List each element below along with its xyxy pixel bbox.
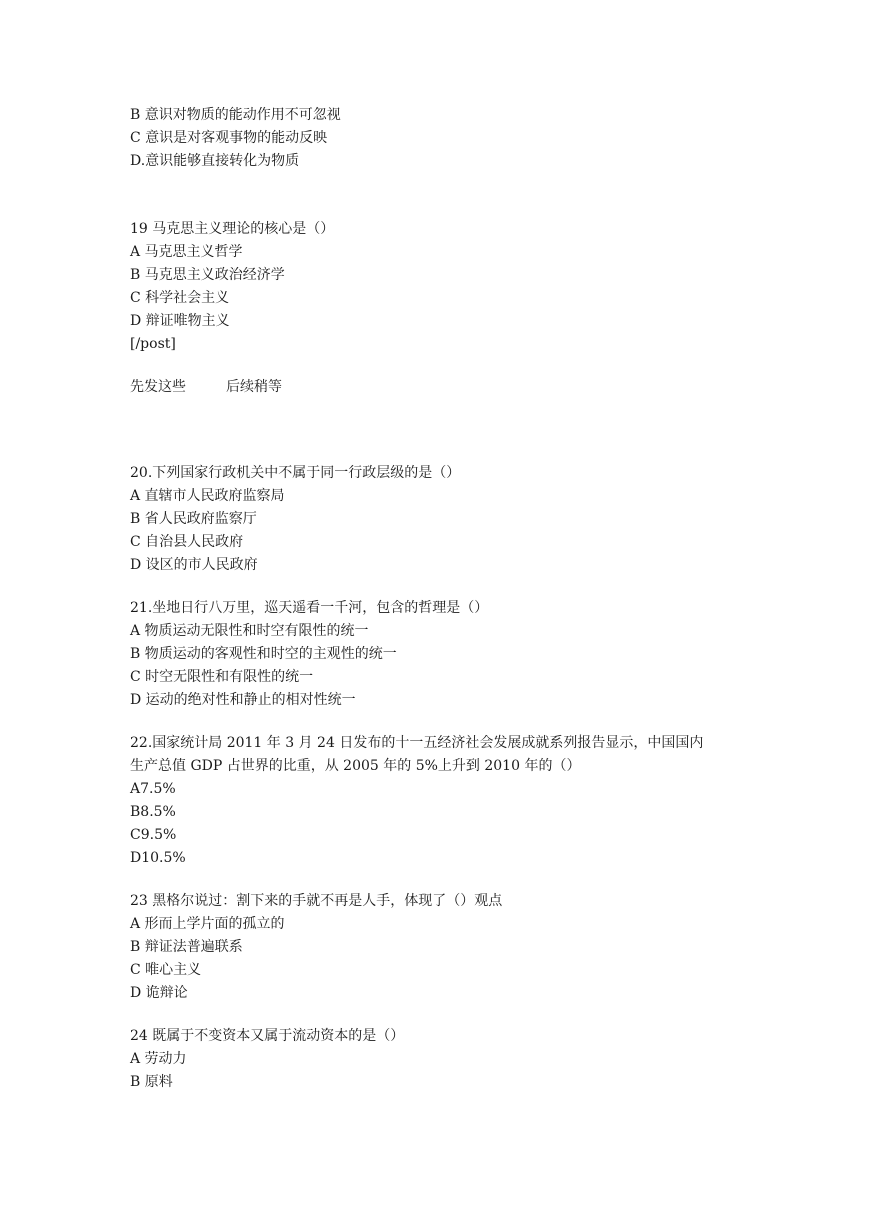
option-a: A 劳动力 [130, 1051, 187, 1067]
option-a: A 直辖市人民政府监察局 [130, 488, 285, 504]
question-text: 23 黑格尔说过：割下来的手就不再是人手，体现了（）观点 [130, 893, 503, 909]
option-c: C 自治县人民政府 [130, 534, 244, 550]
option-c: C 科学社会主义 [130, 290, 230, 306]
question-23 [130, 890, 770, 1005]
option-d: D 运动的绝对性和静止的相对性统一 [130, 692, 356, 708]
option-d: D 诡辩论 [130, 985, 188, 1001]
option-b: B 物质运动的客观性和时空的主观性的统一 [130, 646, 397, 662]
question-text-line-2: 生产总值 GDP 占世界的比重，从 2005 年的 5%上升到 2010 年的（） [130, 758, 581, 774]
question-text: 24 既属于不变资本又属于流动资本的是（） [130, 1028, 405, 1044]
option-d: D 辩证唯物主义 [130, 313, 230, 329]
question-20 [130, 462, 770, 577]
option-c: C 意识是对客观事物的能动反映 [130, 130, 328, 146]
option-b: B 马克思主义政治经济学 [130, 267, 285, 283]
question-24 [130, 1025, 770, 1094]
question-21 [130, 597, 770, 712]
option-c: C 时空无限性和有限性的统一 [130, 669, 314, 685]
question-22 [130, 732, 770, 870]
option-d: D.意识能够直接转化为物质 [130, 153, 300, 169]
question-text: 21.坐地日行八万里，巡天遥看一千河，包含的哲理是（） [130, 600, 489, 616]
option-d: D 设区的市人民政府 [130, 557, 258, 573]
prev-question-options [130, 104, 770, 173]
option-a: A 马克思主义哲学 [130, 244, 243, 260]
option-a: A 形而上学片面的孤立的 [130, 916, 285, 932]
option-b: B 原料 [130, 1074, 173, 1090]
option-b: B 辩证法普遍联系 [130, 939, 243, 955]
option-b: B 省人民政府监察厅 [130, 511, 257, 527]
option-b: B 意识对物质的能动作用不可忽视 [130, 107, 341, 123]
question-19 [130, 218, 770, 356]
document-page [130, 104, 770, 1094]
note-right: 后续稍等 [226, 379, 282, 395]
option-c: C9.5% [130, 827, 177, 843]
option-c: C 唯心主义 [130, 962, 202, 978]
option-a: A 物质运动无限性和时空有限性的统一 [130, 623, 369, 639]
option-b: B8.5% [130, 804, 176, 820]
option-a: A7.5% [130, 781, 176, 797]
option-d: D10.5% [130, 850, 186, 866]
note-left: 先发这些 [130, 379, 186, 395]
post-tag: [/post] [130, 336, 176, 352]
question-text: 19 马克思主义理论的核心是（） [130, 221, 335, 237]
question-text: 20.下列国家行政机关中不属于同一行政层级的是（） [130, 465, 461, 481]
posting-note [130, 376, 770, 399]
question-text-line-1: 22.国家统计局 2011 年 3 月 24 日发布的十一五经济社会发展成就系列报告显示，中国国内 [130, 735, 704, 751]
